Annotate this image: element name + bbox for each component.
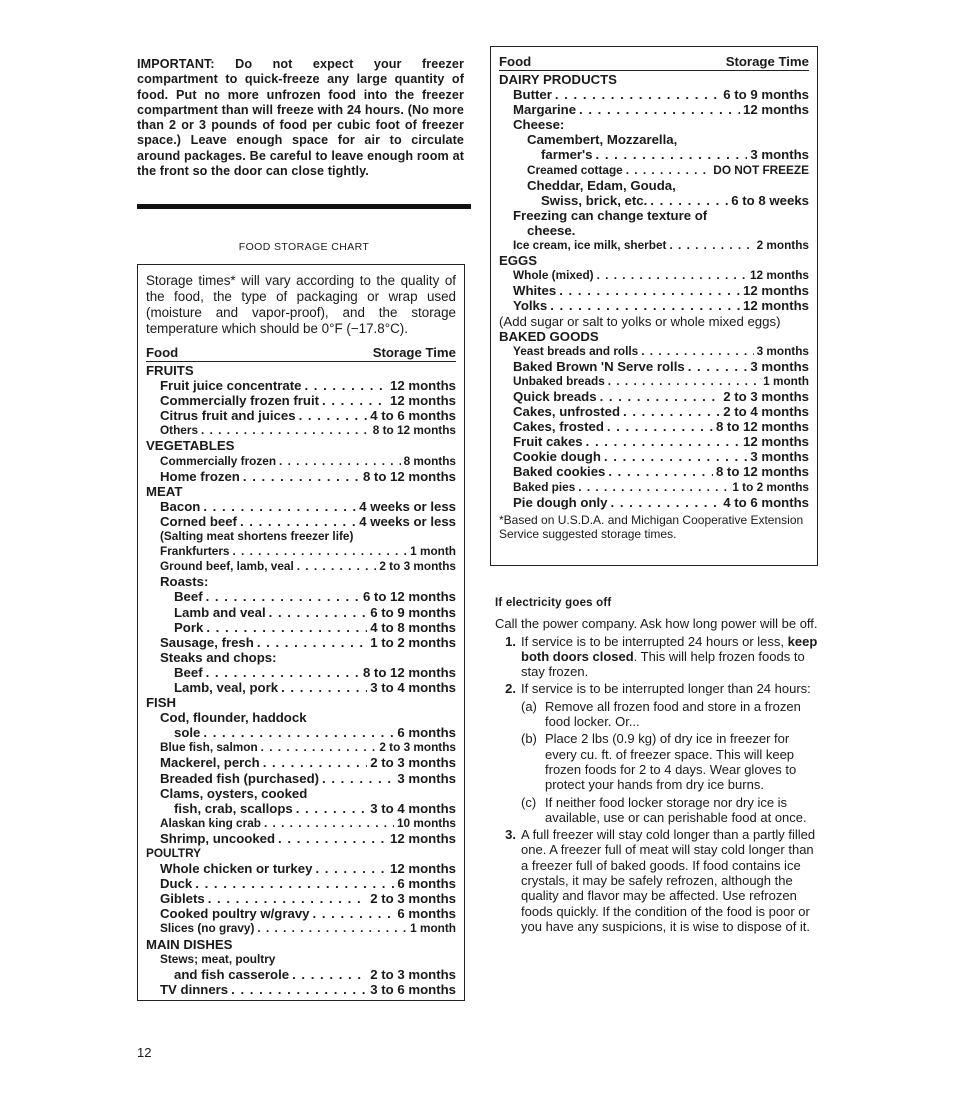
food-name: TV dinners bbox=[160, 981, 229, 997]
dot-leader bbox=[608, 464, 713, 479]
storage-time: 8 to 12 months bbox=[362, 468, 456, 484]
page-number: 12 bbox=[137, 1045, 152, 1060]
storage-time: 12 months bbox=[390, 378, 456, 394]
item-number: 1. bbox=[505, 633, 516, 649]
dot-leader bbox=[264, 816, 394, 831]
dot-leader bbox=[578, 480, 729, 495]
food-name: Slices (no gravy) bbox=[160, 921, 255, 936]
dot-leader bbox=[596, 147, 748, 162]
list-item bbox=[495, 827, 819, 934]
electricity-section bbox=[495, 596, 819, 934]
food-name: Baked Brown 'N Serve rolls bbox=[513, 358, 685, 374]
food-name: Yeast breads and rolls bbox=[513, 343, 639, 358]
chart-subheading: Cheddar, Edam, Gouda, bbox=[527, 177, 676, 193]
sub-item-label: (c) bbox=[521, 794, 537, 810]
storage-chart-right bbox=[490, 46, 818, 566]
dot-leader bbox=[608, 374, 760, 389]
food-name: and fish casserole bbox=[174, 966, 290, 982]
column-storage-time: Storage Time bbox=[725, 54, 809, 69]
dot-leader bbox=[607, 419, 713, 434]
chart-category: EGGS bbox=[499, 253, 538, 269]
storage-time: 4 to 6 months bbox=[370, 408, 456, 424]
chart-row bbox=[499, 344, 809, 359]
chart-row bbox=[499, 268, 809, 283]
chart-category: POULTRY bbox=[146, 846, 202, 860]
chart-row bbox=[146, 816, 456, 831]
chart-row bbox=[499, 238, 809, 253]
storage-time: 3 months bbox=[750, 449, 809, 465]
storage-time: 1 to 2 months bbox=[732, 479, 809, 494]
dot-leader bbox=[669, 238, 753, 253]
sub-item-text: Remove all frozen food and store in a frozen food locker. Or... bbox=[545, 698, 801, 730]
food-name: Whole chicken or turkey bbox=[160, 861, 313, 877]
list-item bbox=[495, 634, 819, 680]
chart-subheading: Freezing can change texture of bbox=[513, 207, 708, 223]
storage-time: 2 to 3 months bbox=[379, 740, 456, 755]
storage-time: 12 months bbox=[743, 298, 809, 314]
dot-leader bbox=[597, 268, 747, 283]
item-number: 3. bbox=[505, 827, 516, 843]
column-header bbox=[146, 345, 456, 362]
chart-subheading: Roasts: bbox=[160, 574, 209, 590]
dot-leader bbox=[278, 831, 387, 846]
food-name: Creamed cottage bbox=[527, 162, 623, 177]
storage-time: 3 to 4 months bbox=[370, 679, 456, 695]
chart-title: FOOD STORAGE CHART bbox=[238, 241, 370, 253]
chart-subheading: Stews; meat, poultry bbox=[160, 951, 276, 966]
storage-time: 12 months bbox=[390, 830, 456, 846]
footnote: *Based on U.S.D.A. and Michigan Cooperative Extension Service suggested storage times. bbox=[499, 512, 804, 541]
left-chart-rows bbox=[146, 363, 456, 997]
storage-time: 3 months bbox=[397, 770, 456, 786]
storage-time: 1 month bbox=[763, 373, 809, 388]
dot-leader bbox=[243, 469, 360, 484]
food-name: Baked cookies bbox=[513, 464, 606, 480]
storage-time: DO NOT FREEZE bbox=[713, 162, 809, 177]
storage-time: 2 to 4 months bbox=[723, 404, 809, 420]
dot-leader bbox=[650, 193, 728, 208]
item-text: A full freezer will stay cold longer than a partly filled one. A freezer full of meat will stay cold longer than a freezer full of baked goods. If food contains ice crystals, it may be safely refrozen, although the quality and flavor may be affected. Use refrozen foods quickly. If the condition of the food is poor or you have any suspicions, it is wise to dispose of it. bbox=[521, 827, 816, 934]
item-text-bold: keep both doors closed bbox=[521, 633, 818, 664]
chart-category: MAIN DISHES bbox=[146, 936, 233, 952]
food-name: Butter bbox=[513, 87, 552, 103]
storage-time: 6 to 9 months bbox=[723, 87, 809, 103]
storage-time: 1 month bbox=[410, 921, 456, 936]
dot-leader bbox=[279, 454, 401, 469]
storage-time: 12 months bbox=[743, 283, 809, 299]
chart-row bbox=[146, 740, 456, 755]
chart-row bbox=[499, 374, 809, 389]
dot-leader bbox=[269, 605, 368, 620]
food-name: Bacon bbox=[160, 498, 201, 514]
chart-row bbox=[499, 419, 809, 434]
chart-subheading: Cod, flounder, haddock bbox=[160, 710, 307, 726]
food-name: Citrus fruit and juices bbox=[160, 408, 296, 424]
chart-category: FISH bbox=[146, 695, 177, 711]
chart-row bbox=[499, 359, 809, 374]
food-name: Others bbox=[160, 423, 199, 438]
storage-time: 4 weeks or less bbox=[359, 498, 456, 514]
dot-leader bbox=[299, 408, 368, 423]
dot-leader bbox=[233, 544, 408, 559]
storage-chart-left bbox=[137, 264, 465, 1001]
chart-row bbox=[146, 635, 456, 650]
food-name: Cookie dough bbox=[513, 449, 601, 465]
storage-time: 4 weeks or less bbox=[359, 513, 456, 529]
chart-row bbox=[146, 408, 456, 423]
dot-leader bbox=[611, 495, 721, 510]
column-food: Food bbox=[499, 54, 532, 69]
chart-row bbox=[499, 434, 809, 449]
chart-row bbox=[146, 861, 456, 876]
dot-leader bbox=[297, 559, 377, 574]
sub-item bbox=[521, 795, 819, 826]
food-name: Fruit juice concentrate bbox=[160, 378, 302, 394]
food-name: Frankfurters bbox=[160, 544, 230, 559]
sub-item-text: Place 2 lbs (0.9 kg) of dry ice in freezer for every cu. ft. of freezer space. This will keep frozen foods for 2 to 4 days. Wear gloves to protect your hands from dry ice burns. bbox=[545, 731, 797, 793]
chart-row bbox=[146, 514, 456, 529]
chart-row bbox=[499, 87, 809, 102]
food-name: Commercially frozen bbox=[160, 453, 277, 468]
dot-leader bbox=[313, 906, 395, 921]
storage-time: 8 to 12 months bbox=[715, 419, 809, 435]
chart-row bbox=[499, 102, 809, 117]
storage-time: 6 months bbox=[397, 876, 456, 892]
chart-row bbox=[146, 469, 456, 484]
dot-leader bbox=[688, 359, 748, 374]
chart-category: MEAT bbox=[146, 483, 183, 499]
storage-time: 3 months bbox=[756, 343, 809, 358]
storage-time: 2 to 3 months bbox=[370, 966, 456, 982]
food-name: Whites bbox=[513, 283, 557, 299]
storage-time: 1 month bbox=[410, 544, 456, 559]
storage-time: 6 to 12 months bbox=[362, 589, 456, 605]
chart-row bbox=[146, 544, 456, 559]
dot-leader bbox=[550, 298, 740, 313]
food-name: Baked pies bbox=[513, 479, 576, 494]
food-name: Cakes, frosted bbox=[513, 419, 604, 435]
storage-time: 12 months bbox=[390, 393, 456, 409]
food-name: Whole (mixed) bbox=[513, 268, 594, 283]
dot-leader bbox=[231, 982, 367, 997]
chart-row bbox=[146, 921, 456, 936]
storage-time: 8 to 12 months bbox=[715, 464, 809, 480]
electricity-intro: Call the power company. Ask how long power will be off. bbox=[495, 616, 818, 632]
sub-item bbox=[521, 699, 819, 730]
dot-leader bbox=[206, 589, 360, 604]
chart-row bbox=[499, 449, 809, 464]
item-body bbox=[521, 681, 819, 825]
chart-intro: Storage times* will vary according to the quality of the food, the type of packaging or wrap used (moisture and vapor-proof), and the storage temperature which should be 0°F (−17.8°C). bbox=[146, 273, 456, 336]
chart-row bbox=[146, 378, 456, 393]
chart-row bbox=[499, 389, 809, 404]
dot-leader bbox=[579, 102, 740, 117]
sub-item-label: (b) bbox=[521, 731, 537, 747]
storage-time: 8 to 12 months bbox=[372, 423, 456, 438]
food-name: Quick breads bbox=[513, 388, 597, 404]
dot-leader bbox=[201, 423, 370, 438]
chart-row bbox=[146, 891, 456, 906]
food-name: Margarine bbox=[513, 102, 577, 118]
dot-leader bbox=[322, 771, 394, 786]
dot-leader bbox=[626, 163, 711, 178]
important-notice: IMPORTANT: Do not expect your freezer compartment to quick-freeze any large quantity of food. Put no more unfrozen food into the freezer compartment than will freeze with 24 hours. (No more than 2 or 3 pounds of food per cubic foot of freezer space.) Leave enough space for air to circulate around packages. Be careful to leave enough room at the front so the door can close tightly. bbox=[137, 57, 464, 179]
dot-leader bbox=[206, 620, 367, 635]
food-name: Swiss, brick, etc. bbox=[541, 192, 648, 208]
food-name: Pie dough only bbox=[513, 494, 608, 510]
storage-time: 12 months bbox=[390, 861, 456, 877]
storage-time: 4 to 8 months bbox=[370, 619, 456, 635]
food-name: Giblets bbox=[160, 891, 205, 907]
dot-leader bbox=[304, 378, 387, 393]
column-storage-time: Storage Time bbox=[372, 345, 456, 360]
food-name: Duck bbox=[160, 876, 193, 892]
dot-leader bbox=[203, 725, 394, 740]
chart-note: (Add sugar or salt to yolks or whole mixed eggs) bbox=[499, 313, 781, 329]
dot-leader bbox=[296, 801, 368, 816]
sub-item bbox=[521, 731, 819, 792]
dot-leader bbox=[203, 499, 356, 514]
storage-time: 6 to 9 months bbox=[370, 604, 456, 620]
chart-row bbox=[146, 876, 456, 891]
chart-row bbox=[146, 589, 456, 604]
item-text-part: If service is to be interrupted 24 hours or less, bbox=[521, 633, 788, 649]
chart-row bbox=[146, 559, 456, 574]
item-text: If service is to be interrupted longer than 24 hours: bbox=[521, 681, 811, 697]
chart-row bbox=[146, 982, 456, 997]
dot-leader bbox=[263, 755, 368, 770]
item-number: 2. bbox=[505, 681, 516, 697]
chart-subheading: Cheese: bbox=[513, 117, 565, 133]
chart-subheading: cheese. bbox=[527, 222, 576, 238]
dot-leader bbox=[257, 921, 407, 936]
storage-time: 3 to 4 months bbox=[370, 800, 456, 816]
food-name: Ground beef, lamb, veal bbox=[160, 559, 294, 574]
chart-row bbox=[146, 831, 456, 846]
item-text-part: . This will help frozen foods to stay frozen. bbox=[521, 648, 805, 680]
chart-row bbox=[499, 193, 809, 208]
chart-row bbox=[499, 464, 809, 479]
chart-row bbox=[146, 680, 456, 695]
food-name: Beef bbox=[174, 589, 203, 605]
chart-row bbox=[499, 163, 809, 178]
chart-row bbox=[499, 147, 809, 162]
food-name: Mackerel, perch bbox=[160, 755, 260, 771]
chart-subheading: (Salting meat shortens freezer life) bbox=[160, 529, 354, 544]
storage-time: 3 months bbox=[750, 358, 809, 374]
food-name: Blue fish, salmon bbox=[160, 740, 258, 755]
chart-row bbox=[499, 404, 809, 419]
chart-subheading: Camembert, Mozzarella, bbox=[527, 132, 678, 148]
dot-leader bbox=[604, 449, 747, 464]
storage-time: 2 to 3 months bbox=[370, 891, 456, 907]
food-name: Breaded fish (purchased) bbox=[160, 770, 320, 786]
chart-row bbox=[146, 393, 456, 408]
food-name: Shrimp, uncooked bbox=[160, 830, 276, 846]
dot-leader bbox=[315, 861, 387, 876]
storage-time: 3 months bbox=[750, 147, 809, 163]
storage-time: 2 to 3 months bbox=[379, 559, 456, 574]
column-header bbox=[499, 54, 809, 71]
food-name: Yolks bbox=[513, 298, 548, 314]
dot-leader bbox=[559, 283, 740, 298]
chart-row bbox=[146, 665, 456, 680]
chart-row bbox=[146, 755, 456, 770]
storage-time: 8 to 12 months bbox=[362, 664, 456, 680]
storage-time: 12 months bbox=[750, 268, 809, 283]
chart-row bbox=[146, 801, 456, 816]
food-name: Beef bbox=[174, 664, 203, 680]
storage-time: 4 to 6 months bbox=[723, 494, 809, 510]
dot-leader bbox=[206, 665, 360, 680]
food-name: Home frozen bbox=[160, 468, 240, 484]
column-food: Food bbox=[146, 345, 179, 360]
chart-row bbox=[499, 495, 809, 510]
chart-row bbox=[146, 454, 456, 469]
dot-leader bbox=[292, 967, 367, 982]
sub-item-label: (a) bbox=[521, 698, 537, 714]
dot-leader bbox=[195, 876, 394, 891]
storage-time: 8 months bbox=[403, 453, 456, 468]
dot-leader bbox=[208, 891, 368, 906]
chart-row bbox=[146, 771, 456, 786]
dot-leader bbox=[240, 514, 356, 529]
chart-row bbox=[146, 499, 456, 514]
chart-category: VEGETABLES bbox=[146, 438, 235, 454]
chart-row bbox=[146, 967, 456, 982]
food-name: Sausage, fresh bbox=[160, 634, 254, 650]
sub-item-text: If neither food locker storage nor dry ice is available, use or can perishable food at once. bbox=[545, 794, 807, 825]
chart-row bbox=[146, 725, 456, 740]
storage-time: 3 to 6 months bbox=[370, 981, 456, 997]
dot-leader bbox=[623, 404, 720, 419]
storage-time: 2 months bbox=[756, 238, 809, 253]
dot-leader bbox=[261, 740, 377, 755]
chart-row bbox=[146, 423, 456, 438]
chart-subheading: Steaks and chops: bbox=[160, 649, 277, 665]
food-name: fish, crab, scallops bbox=[174, 800, 293, 816]
food-name: Corned beef bbox=[160, 513, 237, 529]
chart-row bbox=[499, 480, 809, 495]
right-chart-rows bbox=[499, 72, 809, 510]
dot-leader bbox=[257, 635, 367, 650]
electricity-heading: If electricity goes off bbox=[495, 597, 612, 609]
chart-category: BAKED GOODS bbox=[499, 328, 599, 344]
chart-row bbox=[146, 605, 456, 620]
food-name: Unbaked breads bbox=[513, 373, 605, 388]
chart-row bbox=[499, 283, 809, 298]
storage-time: 10 months bbox=[397, 815, 456, 830]
storage-time: 12 months bbox=[743, 102, 809, 118]
storage-time: 12 months bbox=[743, 434, 809, 450]
food-name: Alaskan king crab bbox=[160, 815, 261, 830]
chart-row bbox=[146, 906, 456, 921]
item-text bbox=[521, 634, 819, 680]
food-name: farmer's bbox=[541, 147, 593, 163]
dot-leader bbox=[555, 87, 720, 102]
storage-time: 6 months bbox=[397, 725, 456, 741]
storage-time: 1 to 2 months bbox=[370, 634, 456, 650]
food-name: Pork bbox=[174, 619, 204, 635]
food-name: Lamb and veal bbox=[174, 604, 266, 620]
chart-row bbox=[499, 298, 809, 313]
food-name: Ice cream, ice milk, sherbet bbox=[513, 238, 667, 253]
list-item bbox=[495, 681, 819, 825]
storage-time: 6 months bbox=[397, 906, 456, 922]
food-name: sole bbox=[174, 725, 201, 741]
section-divider bbox=[137, 204, 471, 209]
chart-subheading: Clams, oysters, cooked bbox=[160, 785, 308, 801]
food-name: Commercially frozen fruit bbox=[160, 393, 320, 409]
chart-category: DAIRY PRODUCTS bbox=[499, 72, 617, 87]
storage-time: 2 to 3 months bbox=[370, 755, 456, 771]
dot-leader bbox=[586, 434, 740, 449]
dot-leader bbox=[641, 344, 753, 359]
food-name: Cakes, unfrosted bbox=[513, 404, 620, 420]
food-name: Fruit cakes bbox=[513, 434, 583, 450]
dot-leader bbox=[600, 389, 721, 404]
chart-category: FRUITS bbox=[146, 363, 194, 378]
dot-leader bbox=[281, 680, 367, 695]
chart-row bbox=[146, 620, 456, 635]
dot-leader bbox=[322, 393, 387, 408]
food-name: Lamb, veal, pork bbox=[174, 679, 279, 695]
storage-time: 6 to 8 weeks bbox=[731, 192, 809, 208]
storage-time: 2 to 3 months bbox=[723, 388, 809, 404]
food-name: Cooked poultry w/gravy bbox=[160, 906, 310, 922]
